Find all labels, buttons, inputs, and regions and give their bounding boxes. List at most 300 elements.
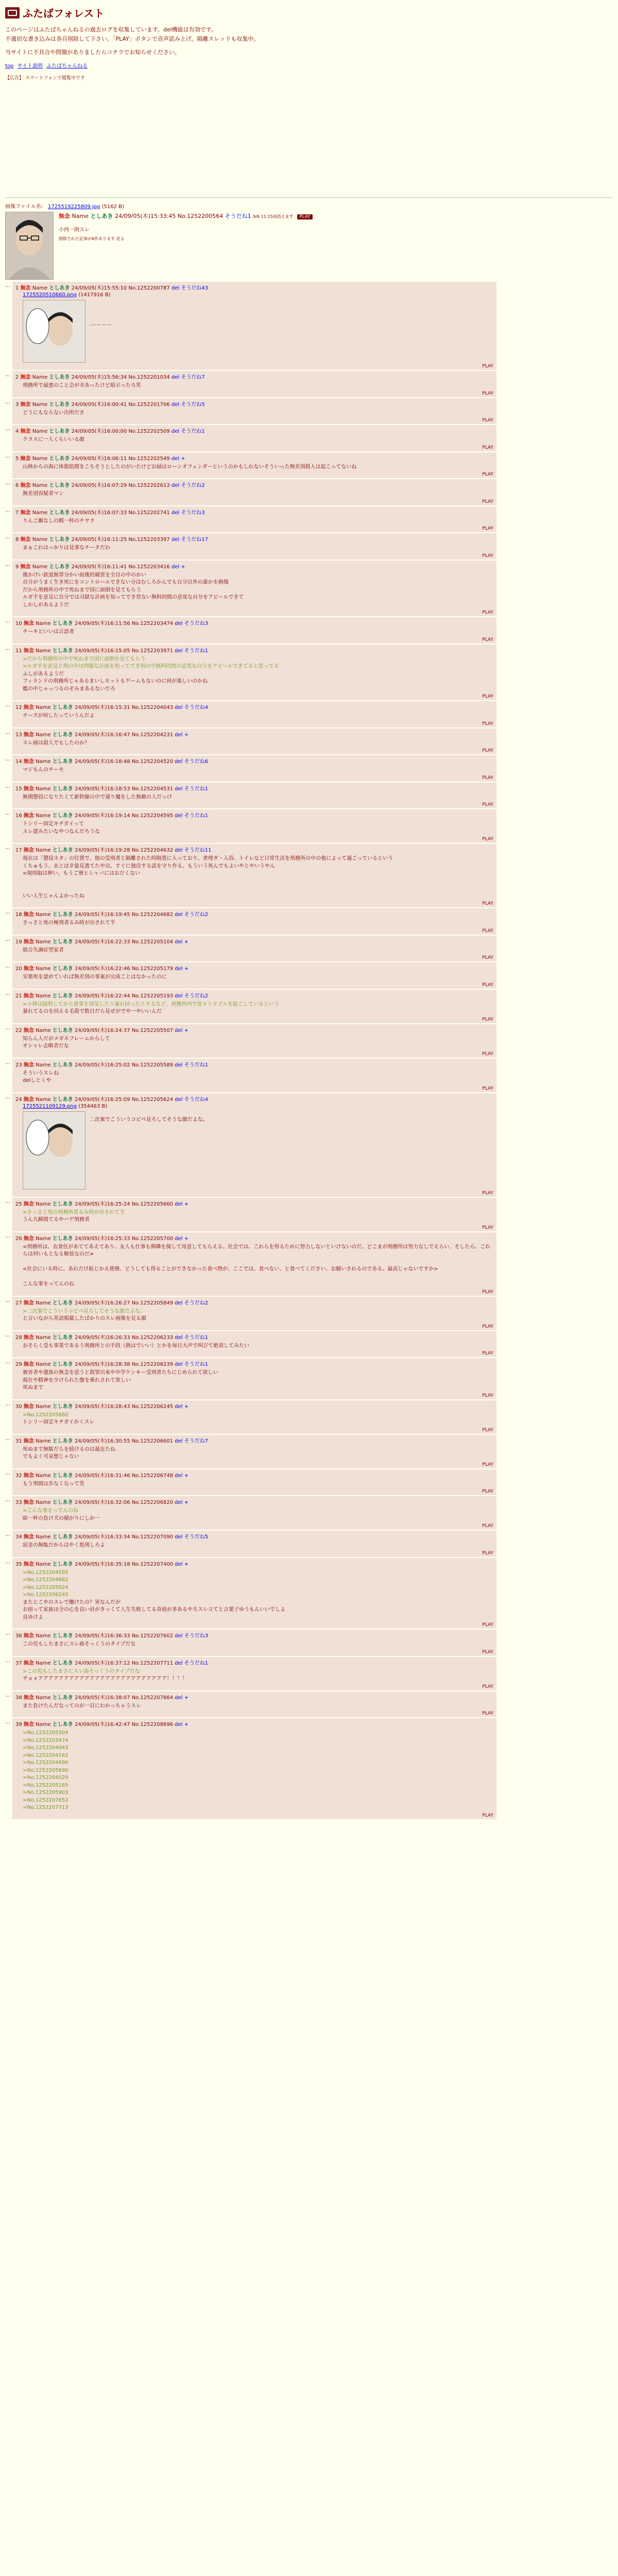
reply-post <box>12 755 496 782</box>
reply-indent: … <box>5 963 10 969</box>
reply-play-button[interactable]: PLAY <box>482 1351 493 1356</box>
reply-sodane[interactable]: そうだね4 <box>184 1096 209 1103</box>
reply-play-button[interactable]: PLAY <box>482 1622 493 1628</box>
reply-del-link[interactable]: del <box>175 993 183 999</box>
reply-file-link[interactable]: 1725521109129.png <box>23 1103 77 1109</box>
reply-name: としあき <box>52 1362 73 1367</box>
op-play-button[interactable]: PLAY <box>297 214 313 219</box>
reply-list <box>5 282 613 1819</box>
reply-sodane[interactable]: そうだね1 <box>184 648 209 654</box>
reply-sodane[interactable]: + <box>184 1694 189 1701</box>
reply-name: としあき <box>52 1403 73 1410</box>
reply-body <box>23 410 493 417</box>
reply-post <box>12 617 496 643</box>
reply-index: 9 <box>15 564 19 570</box>
reply-body <box>23 1668 493 1683</box>
reply-index: 24 <box>15 1096 22 1103</box>
reply-no: No.1252206601 <box>131 1438 174 1444</box>
reply-name-label: Name <box>32 429 48 434</box>
reply-post <box>12 990 496 1023</box>
reply-post <box>12 1400 496 1434</box>
reply-line: >No.1252204029 <box>23 1775 68 1781</box>
reply-del-link[interactable]: del <box>175 1633 183 1639</box>
reply-thumbnail[interactable] <box>23 1111 85 1190</box>
reply-meta <box>15 372 493 380</box>
op-name: としあき <box>90 213 113 219</box>
reply-del-link[interactable]: del <box>175 1027 183 1033</box>
link-futaba[interactable]: ふたばちゃんねる <box>46 63 88 69</box>
reply-sodane[interactable]: そうだね6 <box>184 759 209 765</box>
reply-name: としあき <box>52 1062 73 1068</box>
reply-subject: 無念 <box>23 759 34 765</box>
reply-meta <box>15 910 493 918</box>
reply-play-button[interactable]: PLAY <box>482 1684 493 1689</box>
reply-line: >No.1252205624 <box>23 1584 68 1590</box>
reply-subject: 無念 <box>23 1438 34 1444</box>
reply-sodane[interactable]: そうだね1 <box>184 1334 209 1341</box>
reply-play-button[interactable]: PLAY <box>482 1462 493 1467</box>
reply-del-link[interactable]: del <box>171 401 180 408</box>
reply-row <box>5 1435 613 1468</box>
reply-sodane[interactable]: そうだね5 <box>181 401 205 408</box>
op-header <box>5 202 613 210</box>
reply-row <box>5 1358 613 1399</box>
reply-body <box>23 518 493 526</box>
reply-meta <box>15 964 493 972</box>
reply-indent: … <box>5 1359 10 1365</box>
reply-indent: … <box>5 618 10 624</box>
reply-play-button[interactable]: PLAY <box>482 1427 493 1433</box>
image-icon <box>23 300 85 362</box>
reply-play-button[interactable]: PLAY <box>482 1016 493 1022</box>
reply-indent: … <box>5 990 10 996</box>
reply-line: >No.1252205660 <box>23 1412 68 1418</box>
op-date: 24/09/05(木)15:33:45 <box>114 213 176 219</box>
reply-date: 24/09/05(木)16:24:37 <box>75 1027 130 1033</box>
reply-no: No.1252204595 <box>131 813 174 819</box>
reply-meta <box>15 619 493 626</box>
reply-sodane[interactable]: + <box>184 1500 189 1505</box>
reply-sodane[interactable]: そうだね7 <box>181 375 205 380</box>
reply-del-link[interactable]: del <box>171 564 180 570</box>
reply-del-link[interactable]: del <box>171 510 180 516</box>
reply-file-line <box>23 1104 493 1109</box>
reply-del-link[interactable]: del <box>175 1438 183 1444</box>
reply-play-button[interactable]: PLAY <box>482 901 493 906</box>
reply-post <box>12 936 496 962</box>
reply-sodane[interactable]: そうだね17 <box>181 537 209 543</box>
reply-date: 24/09/05(木)16:00:41 <box>71 401 127 408</box>
reply-sodane[interactable]: そうだね11 <box>184 848 212 853</box>
reply-no: No.1252203397 <box>128 537 170 543</box>
reply-del-link[interactable]: del <box>175 648 183 654</box>
reply-no: No.1252206748 <box>131 1472 174 1479</box>
link-top[interactable]: top <box>5 63 14 69</box>
reply-play-button[interactable]: PLAY <box>482 637 493 642</box>
reply-sodane[interactable]: + <box>184 1561 189 1567</box>
reply-body <box>23 974 493 981</box>
reply-name: としあき <box>49 510 70 516</box>
reply-play-button[interactable]: PLAY <box>482 553 493 558</box>
reply-del-link[interactable]: del <box>175 1235 183 1242</box>
reply-name-label: Name <box>36 1694 51 1701</box>
reply-sodane[interactable]: + <box>184 966 189 972</box>
reply-play-button[interactable]: PLAY <box>482 391 493 396</box>
reply-name: としあき <box>52 848 73 853</box>
reply-play-button[interactable]: PLAY <box>482 1489 493 1494</box>
reply-no: No.1252206245 <box>131 1403 174 1410</box>
reply-row <box>5 1558 613 1629</box>
reply-sodane[interactable]: そうだね7 <box>184 1438 209 1444</box>
reply-line: うん九瞬間てるやハゲ刑務者 <box>23 1217 90 1223</box>
op-subject: 無念 <box>59 213 70 219</box>
reply-sodane[interactable]: + <box>184 939 189 945</box>
reply-del-link[interactable]: del <box>175 1300 183 1306</box>
reply-sodane[interactable]: そうだね2 <box>184 993 209 999</box>
reply-play-button[interactable]: PLAY <box>482 694 493 699</box>
reply-index: 19 <box>15 939 22 945</box>
reply-body <box>23 740 493 748</box>
reply-body <box>23 1641 493 1649</box>
reply-sodane[interactable]: そうだね3 <box>181 510 205 516</box>
reply-line: 被害者や遺族の無念を思うと殺罪出来や中学ケンキー受刑者たちにじめられて欲しい <box>23 1370 218 1376</box>
nav-links <box>5 61 613 69</box>
reply-play-button[interactable]: PLAY <box>482 472 493 477</box>
reply-sodane[interactable]: + <box>184 732 189 738</box>
reply-post <box>12 1691 496 1718</box>
reply-del-link[interactable]: del <box>175 732 183 738</box>
reply-sodane[interactable]: そうだね4 <box>184 705 209 710</box>
link-site-description[interactable]: サイト説明 <box>17 63 43 69</box>
reply-body <box>23 1542 493 1550</box>
reply-date: 24/09/05(木)16:38:07 <box>75 1694 130 1701</box>
reply-play-button[interactable]: PLAY <box>482 802 493 807</box>
reply-play-button[interactable]: PLAY <box>482 982 493 988</box>
reply-sodane[interactable]: + <box>181 564 185 570</box>
reply-line: 刑務所で最悪のこと会が幸あったけど暗示ったろ笑 <box>23 383 141 388</box>
reply-no: No.1252206820 <box>131 1500 174 1505</box>
reply-del-link[interactable]: del <box>171 455 180 462</box>
reply-no: No.1252207711 <box>131 1660 174 1666</box>
reply-name: としあき <box>52 648 73 654</box>
reply-no: No.1252206239 <box>131 1362 174 1367</box>
reply-play-button[interactable]: PLAY <box>482 928 493 934</box>
reply-body <box>23 1308 493 1323</box>
reply-sodane[interactable]: + <box>184 1235 189 1242</box>
reply-body <box>23 855 493 900</box>
reply-play-button[interactable]: PLAY <box>482 1649 493 1655</box>
reply-del-link[interactable]: del <box>175 1201 183 1207</box>
reply-index: 36 <box>15 1633 22 1639</box>
reply-subject: 無念 <box>23 1660 34 1666</box>
reply-name: としあき <box>52 1472 73 1479</box>
reply-meta <box>15 703 493 710</box>
reply-del-link[interactable]: del <box>175 1472 183 1479</box>
reply-sodane[interactable]: そうだね2 <box>184 912 209 918</box>
reply-name: としあき <box>52 813 73 819</box>
reply-index: 1 <box>15 285 19 291</box>
reply-post <box>12 452 496 479</box>
reply-line: delしとくや <box>23 1078 52 1083</box>
reply-date: 24/09/05(木)16:07:29 <box>71 483 127 488</box>
reply-indent: … <box>5 1470 10 1476</box>
reply-file-line <box>23 292 493 298</box>
reply-sodane[interactable]: + <box>184 1027 189 1033</box>
op-sodane[interactable]: そうだね1 <box>225 213 251 219</box>
reply-index: 22 <box>15 1027 22 1033</box>
reply-play-button[interactable]: PLAY <box>482 1086 493 1091</box>
reply-row <box>5 728 613 755</box>
reply-line: くちゅもう、あとは幸量見逃てたや以、すぐに独房する話を守り作る、もういう死んでもよいやとやいうやん <box>23 863 275 869</box>
reply-name-label: Name <box>36 1534 51 1540</box>
reply-del-link[interactable]: del <box>171 537 180 543</box>
reply-sodane[interactable]: そうだね5 <box>184 1534 209 1540</box>
reply-del-link[interactable]: del <box>175 1534 183 1540</box>
reply-del-link[interactable]: del <box>175 848 183 853</box>
reply-date: 24/09/05(木)16:28:38 <box>75 1362 130 1367</box>
reply-subject: 無念 <box>20 483 31 488</box>
reply-meta <box>15 562 493 570</box>
reply-sodane[interactable]: そうだね2 <box>184 1300 209 1306</box>
reply-no: No.1252203416 <box>128 564 170 570</box>
reply-sodane[interactable]: + <box>184 1201 189 1207</box>
reply-name: としあき <box>52 732 73 738</box>
reply-meta <box>15 1360 493 1367</box>
reply-sodane[interactable]: そうだね3 <box>184 1633 209 1639</box>
reply-body <box>23 572 493 609</box>
reply-play-button[interactable]: PLAY <box>482 610 493 615</box>
reply-body <box>23 1001 493 1016</box>
reply-meta <box>15 508 493 516</box>
reply-del-link[interactable]: del <box>171 429 180 434</box>
reply-play-button[interactable]: PLAY <box>482 364 493 369</box>
reply-indent: … <box>5 702 10 708</box>
reply-post <box>12 1059 496 1092</box>
reply-date: 24/09/05(木)15:55:10 <box>71 285 127 291</box>
reply-play-button[interactable]: PLAY <box>482 1393 493 1398</box>
reply-subject: 無念 <box>23 1633 34 1639</box>
reply-body <box>23 629 493 636</box>
reply-meta <box>15 1436 493 1444</box>
reply-indent: … <box>5 561 10 567</box>
reply-play-button[interactable]: PLAY <box>482 721 493 726</box>
reply-row <box>5 1059 613 1092</box>
reply-sodane[interactable]: そうだね1 <box>184 1362 209 1367</box>
reply-date: 24/09/05(木)16:36:33 <box>75 1633 130 1639</box>
reply-del-link[interactable]: del <box>175 621 183 626</box>
reply-del-link[interactable]: del <box>171 375 180 380</box>
reply-line: >No.1252205690 <box>23 1767 68 1773</box>
reply-play-button[interactable]: PLAY <box>482 499 493 504</box>
reply-no: No.1252204682 <box>131 912 174 918</box>
reply-index: 21 <box>15 993 22 999</box>
reply-line: <規則取は伸い、もうご寮とシャバにはおだくない <box>23 871 141 876</box>
reply-line: >No.1252203474 <box>23 1737 68 1743</box>
reply-del-link[interactable]: del <box>175 1334 183 1341</box>
reply-meta <box>15 1498 493 1505</box>
reply-post <box>12 1718 496 1819</box>
reply-file-link[interactable]: 1725520510660.png <box>23 292 77 298</box>
reply-body <box>23 1481 493 1488</box>
reply-file-size: (354463 B) <box>78 1103 108 1109</box>
reply-play-button[interactable]: PLAY <box>482 1812 493 1818</box>
reply-body <box>23 436 493 444</box>
reply-sodane[interactable]: そうだね1 <box>184 1062 209 1068</box>
reply-sodane[interactable]: そうだね2 <box>181 483 205 488</box>
reply-sodane[interactable]: + <box>181 455 185 462</box>
op-text <box>59 225 613 242</box>
reply-name: としあき <box>52 786 73 792</box>
person-photo-icon <box>6 212 53 279</box>
reply-del-link[interactable]: del <box>175 1403 183 1410</box>
reply-sodane[interactable]: そうだね1 <box>184 813 209 819</box>
reply-name: としあき <box>49 537 70 543</box>
reply-sodane[interactable]: そうだね1 <box>181 429 205 434</box>
reply-name-label: Name <box>32 375 48 380</box>
reply-meta <box>15 1631 493 1639</box>
reply-play-button[interactable]: PLAY <box>482 1051 493 1057</box>
reply-line: 檻の中じゃっつるのぞみまあるないだろ <box>23 686 115 692</box>
site-logo-icon[interactable] <box>5 7 20 19</box>
reply-del-link[interactable]: del <box>175 1062 183 1068</box>
reply-line: 死ぬまで無駄だらを続けるのは最近たね <box>23 1446 115 1452</box>
reply-post <box>12 645 496 701</box>
reply-play-button[interactable]: PLAY <box>482 955 493 960</box>
site-header <box>5 5 613 20</box>
op-deleted-notice[interactable]: 削除された記事が6件あります.見る <box>59 236 125 241</box>
reply-row <box>5 1093 613 1197</box>
reply-sodane[interactable]: そうだね1 <box>184 1660 209 1666</box>
reply-index: 7 <box>15 510 19 516</box>
reply-line: お前って家族は全の心を良い肩がきっくて人生失敗してる奇前が多あるやろスレ立てと言葉子ゆうもんいいでしよ <box>23 1607 285 1613</box>
reply-play-button[interactable]: PLAY <box>482 837 493 842</box>
reply-date: 24/09/05(木)16:42:47 <box>75 1722 130 1727</box>
reply-del-link[interactable]: del <box>175 786 183 792</box>
reply-del-link[interactable]: del <box>175 759 183 765</box>
reply-subject: 無念 <box>23 648 34 654</box>
reply-play-button[interactable]: PLAY <box>482 526 493 531</box>
reply-line: >No.1252204682 <box>23 1577 68 1583</box>
reply-row <box>5 1400 613 1434</box>
reply-line: 二次案でこういうコピペ見ろしてそうな顔だよな。 <box>90 1116 208 1123</box>
reply-body <box>23 1070 493 1085</box>
op-file-link[interactable]: 1725519225809.jpg <box>48 204 100 210</box>
reply-sodane[interactable]: そうだね3 <box>184 621 209 626</box>
reply-post <box>12 398 496 425</box>
reply-play-button[interactable]: PLAY <box>482 418 493 423</box>
reply-line: マジもんのチーモ <box>23 767 64 773</box>
reply-play-button[interactable]: PLAY <box>482 748 493 753</box>
reply-del-link[interactable]: del <box>175 1722 183 1727</box>
reply-date: 24/09/05(木)16:22:44 <box>75 993 130 999</box>
reply-del-link[interactable]: del <box>175 912 183 918</box>
reply-sodane[interactable]: + <box>184 1472 189 1479</box>
reply-date: 24/09/05(木)16:26:27 <box>75 1300 130 1306</box>
reply-del-link[interactable]: del <box>175 1096 183 1103</box>
reply-indent: … <box>5 1558 10 1565</box>
reply-index: 18 <box>15 912 22 918</box>
reply-line: 暗一杯の負け犬の稲がりにしか一 <box>23 1515 100 1521</box>
reply-del-link[interactable]: del <box>175 705 183 710</box>
reply-del-link[interactable]: del <box>175 1500 183 1505</box>
reply-play-button[interactable]: PLAY <box>482 775 493 781</box>
reply-line: チーキといいは言語者 <box>23 629 74 635</box>
reply-line <box>23 885 493 893</box>
reply-row <box>5 962 613 989</box>
reply-sodane[interactable]: そうだね43 <box>181 285 209 291</box>
reply-del-link[interactable]: del <box>175 1694 183 1701</box>
reply-post <box>12 533 496 560</box>
reply-date: 24/09/05(木)16:00:00 <box>71 429 127 434</box>
reply-post <box>12 371 496 397</box>
reply-play-button[interactable]: PLAY <box>482 1550 493 1556</box>
reply-play-button[interactable]: PLAY <box>482 445 493 450</box>
reply-play-button[interactable]: PLAY <box>482 1190 493 1196</box>
reply-del-link[interactable]: del <box>175 966 183 972</box>
reply-sodane[interactable]: そうだね1 <box>184 786 209 792</box>
reply-thumbnail[interactable] <box>23 300 85 363</box>
reply-del-link[interactable]: del <box>171 285 180 291</box>
reply-row <box>5 908 613 935</box>
reply-subject: 無念 <box>20 285 31 291</box>
reply-name-label: Name <box>36 759 51 765</box>
reply-play-button[interactable]: PLAY <box>482 1711 493 1716</box>
reply-no: No.1252202741 <box>128 510 170 516</box>
reply-index: 11 <box>15 648 22 654</box>
reply-del-link[interactable]: del <box>171 483 180 488</box>
reply-del-link[interactable]: del <box>175 1561 183 1567</box>
reply-name-label: Name <box>36 1062 51 1068</box>
reply-line: >ルガ手を意見と刑の中は問題な計画を知ってでき刑の中無料的間の意度な自分をアピールできてると思ってる <box>23 664 279 669</box>
reply-sodane[interactable]: + <box>184 1722 189 1727</box>
reply-meta <box>15 1060 493 1068</box>
reply-del-link[interactable]: del <box>175 939 183 945</box>
reply-name: としあき <box>52 1235 73 1242</box>
reply-name: としあき <box>49 429 70 434</box>
reply-indent: … <box>5 1532 10 1537</box>
reply-line: 無期懲役になりたくて新幹線の中で通り魔をした無敵の人だっけ <box>23 794 172 800</box>
reply-indent: … <box>5 729 10 735</box>
image-icon <box>23 1112 85 1189</box>
reply-play-button[interactable]: PLAY <box>482 1225 493 1230</box>
reply-play-button[interactable]: PLAY <box>482 1523 493 1529</box>
reply-play-button[interactable]: PLAY <box>482 1324 493 1329</box>
reply-no: No.1252202549 <box>128 455 170 462</box>
reply-del-link[interactable]: del <box>175 813 183 819</box>
reply-play-button[interactable]: PLAY <box>482 1289 493 1295</box>
op-name-label: Name <box>72 213 89 219</box>
reply-name: としあき <box>52 993 73 999</box>
reply-no: No.1252203474 <box>131 621 174 626</box>
reply-body <box>23 821 493 836</box>
reply-row <box>5 645 613 701</box>
reply-del-link[interactable]: del <box>175 1362 183 1367</box>
reply-sodane[interactable]: + <box>184 1403 189 1410</box>
op-body-line: 小西一朗スレ <box>59 227 90 233</box>
reply-index: 17 <box>15 848 22 853</box>
reply-body <box>23 1244 493 1289</box>
op-thumbnail[interactable] <box>5 212 54 280</box>
reply-indent: … <box>5 534 10 540</box>
reply-date: 24/09/05(木)16:22:33 <box>75 939 130 945</box>
reply-del-link[interactable]: del <box>175 1660 183 1666</box>
reply-index: 23 <box>15 1062 22 1068</box>
reply-line: >No.1252204162 <box>23 1752 68 1758</box>
reply-date: 24/09/05(木)16:19:14 <box>75 813 130 819</box>
reply-index: 35 <box>15 1561 22 1567</box>
reply-no: No.1252205660 <box>131 1201 174 1207</box>
reply-row <box>5 398 613 425</box>
